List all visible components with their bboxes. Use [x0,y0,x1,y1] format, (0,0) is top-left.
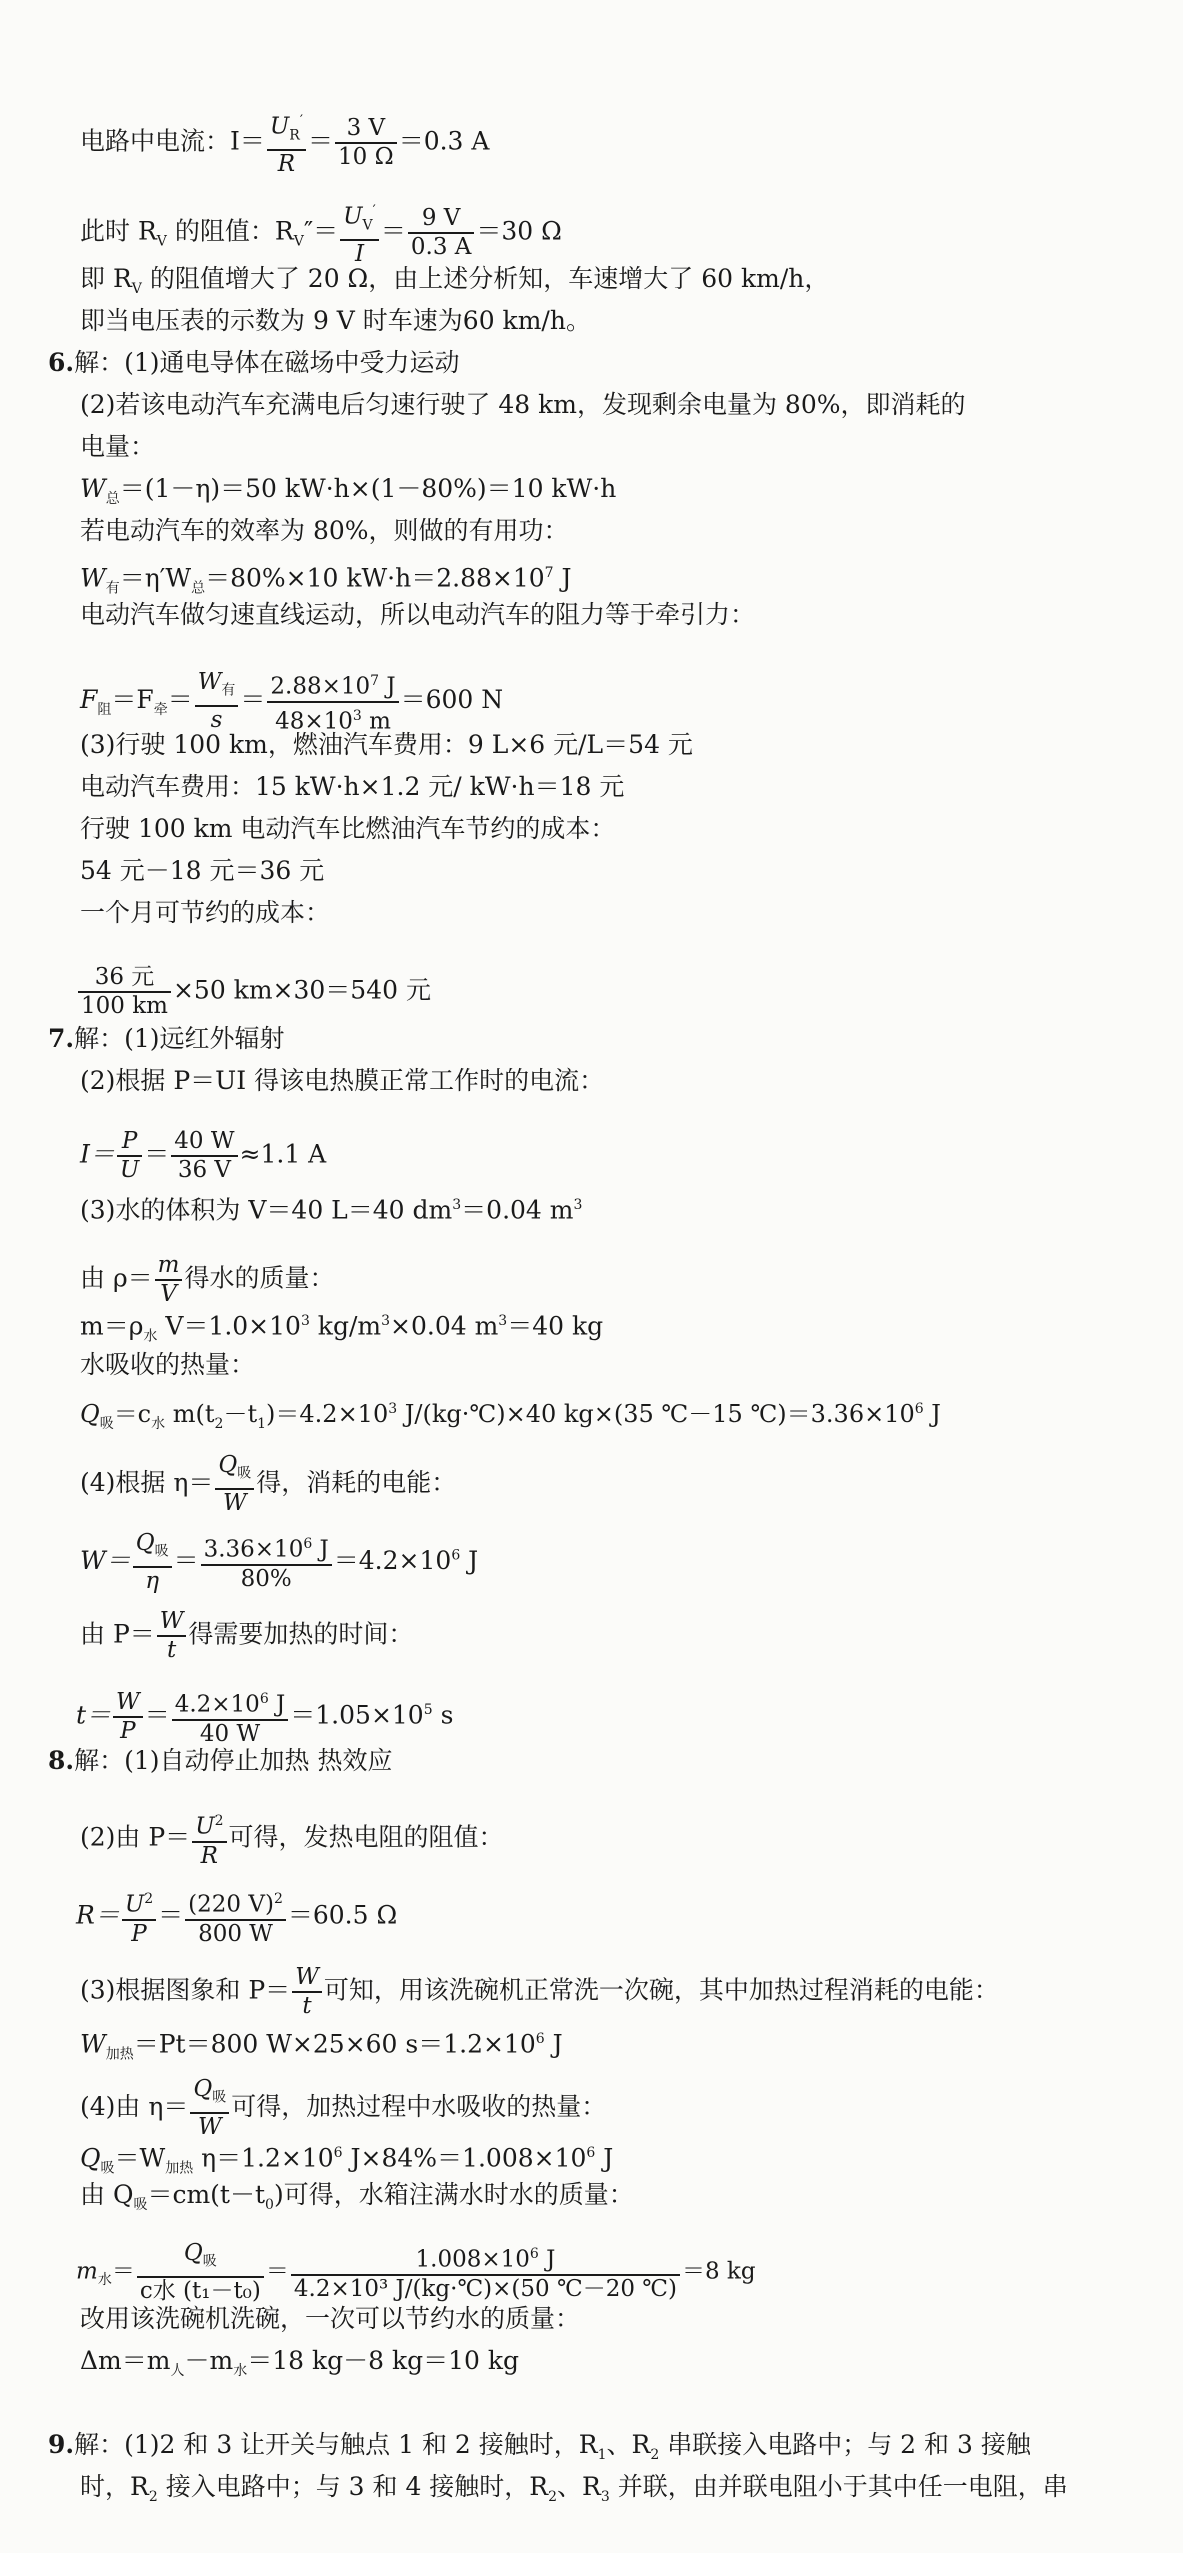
text-line: (3)水的体积为 V＝40 L＝40 $dm^3=0.04$ $m^3$ [80,1195,583,1225]
question-7-heading: 7.解：(1)远红外辐射 [48,1024,285,1053]
text-line: 行驶 100 km 电动汽车比燃油汽车节约的成本： [80,814,616,843]
eq-time: t＝ $\frac{W}{P}$ ＝ $\frac{4.2\times 10^6 J}{40 W}$ $=1.05\times 10^5$ s [76,1686,453,1748]
question-8-heading: 8.解：(1)自动停止加热 热效应 [48,1746,393,1775]
eq-power: 由 P＝ $\frac{W}{t}$ 得需要加热的时间： [80,1608,414,1663]
eq-current: 电路中电流：I＝ $\frac{U_R'}{R}$ ＝ $\frac{3 V}{10 \Omega}$ ＝0.3 A [80,108,489,178]
equation: $W_{加热}=Pt=800$ W×25×60 $s=1.2\times 10^6$ J [80,2029,563,2063]
eq-energy: W＝ $\frac{Q_吸}{\eta}$ ＝ $\frac{3.36\times 10^6 J}{80\%}$ $=4.2\times 10^6$ J [80,1530,479,1594]
text-line: 即 $R_V$ 的阻值增大了 20 Ω，由上述分析知，车速增大了 60 km/h， [80,264,830,297]
eq-current-film: I＝ $\frac{P}{U}$ ＝ $\frac{40 W}{36 V}$ ≈1.1 A [80,1128,327,1183]
text-line: 电动汽车费用：15 kW·h×1.2 元/ kW·h＝18 元 [80,772,625,801]
equation: $W_总=(1-\eta)=50$ kW·h×(1－80%)＝10 kW·h [80,474,617,507]
text-line: 时，$R_2$ 接入电路中；与 3 和 4 接触时，$R_2$、$R_3$ 并联，由并联电阻小于其中任一电阻，串 [80,2472,1068,2505]
eq-water-mass: $m_水=$ $\frac{Q_吸}{\text{c水 (t₁－t₀)}}$ ＝ $\frac{1.008\times 10^6 J}{\text{4.2×10³ J/(kg·℃)×(50 ℃－20 ℃)}}$ ＝8 kg [76,2240,756,2304]
question-9-heading: 9.解：(1)2 和 3 让开关与触点 1 和 2 接触时，$R_1$、$R_2$ 串联接入电路中；与 2 和 3 接触 [48,2430,1031,2463]
eq-density: 由 ρ＝ $\frac{m}{V}$ 得水的质量： [80,1252,335,1307]
text-line: 水吸收的热量： [80,1350,256,1379]
equation: $\Delta m=m_人-m_水=18$ kg－8 kg＝10 kg [80,2346,520,2379]
question-6-heading: 6.解：(1)通电导体在磁场中受力运动 [48,348,460,377]
text-line: 电动汽车做匀速直线运动，所以电动汽车的阻力等于牵引力： [80,600,756,629]
text-line: 一个月可节约的成本： [80,898,331,927]
text-line: (2)根据 P＝UI 得该电热膜正常工作时的电流： [80,1066,605,1095]
eq-rv-resistance: 此时 $R_V$ 的阻值：$R_V''=$ $\frac{U_V'}{I}$ ＝ $\frac{9 V}{0.3 A}$ ＝30 Ω [80,198,562,268]
eq-resistance: R＝ $\frac{U^2}{P}$ ＝ $\frac{(220 V)^2}{800 W}$ ＝60.5 Ω [76,1886,397,1948]
eq-power-resistance: (2)由 P＝ $\frac{U^2}{R}$ 可得，发热电阻的阻值： [80,1808,504,1870]
eq-monthly-saving: $\frac{\text{36 元}}{100 km}$ ×50 km×30＝540 元 [76,964,431,1020]
text-line: 改用该洗碗机洗碗，一次可以节约水的质量： [80,2304,581,2333]
eq-heat-absorbed: (4)由 η＝ $\frac{Q_吸}{W}$ 可得，加热过程中水吸收的热量： [80,2076,607,2140]
eq-graph-power: (3)根据图象和 P＝ $\frac{W}{t}$ 可知，用该洗碗机正常洗一次碗，其中加热过程消耗的电能： [80,1964,999,2019]
eq-efficiency: (4)根据 η＝ $\frac{Q_吸}{W}$ 得，消耗的电能： [80,1452,457,1516]
text-line: (3)行驶 100 km，燃油汽车费用：9 L×6 元/L＝54 元 [80,730,693,759]
equation: $m=\rho_水$ $V=1.0\times 10^3$ $kg/m^3\times 0.04$ $m^3=40$ kg [80,1311,604,1345]
text-line: 54 元－18 元＝36 元 [80,856,325,885]
text-line: (2)若该电动汽车充满电后匀速行驶了 48 km，发现剩余电量为 80%，即消耗的 [80,390,966,419]
equation: $Q_吸=W_{加热}$ $\eta=1.2\times 10^6$ $J\times 84\%=1.008\times 10^6$ J [80,2143,614,2177]
text-line: 由 $Q_吸=cm(t-t_0)$可得，水箱注满水时水的质量： [80,2180,634,2213]
text-line: 电量： [80,432,156,461]
text-line: 若电动汽车的效率为 80%，则做的有用功： [80,516,569,545]
equation: $W_有=\eta'W_总=80\%\times 10$ $kW\cdot h=2.88\times 10^7$ J [80,563,572,597]
eq-resistance-force: $F_阻=F_牵=$ $\frac{W_有}{s}$ ＝ $\frac{2.88\times 10^7 J}{48\times 10^3 m}$ ＝600 N [80,669,504,735]
equation: $Q_吸=c_水$ $m(t_2-t_1)=4.2\times 10^3$ J/(kg·℃)×40 kg×(35 ℃－15 $℃)=3.36\times 10^6$ J [80,1400,941,1432]
text-line: 即当电压表的示数为 9 V 时车速为60 km/h。 [80,306,591,335]
